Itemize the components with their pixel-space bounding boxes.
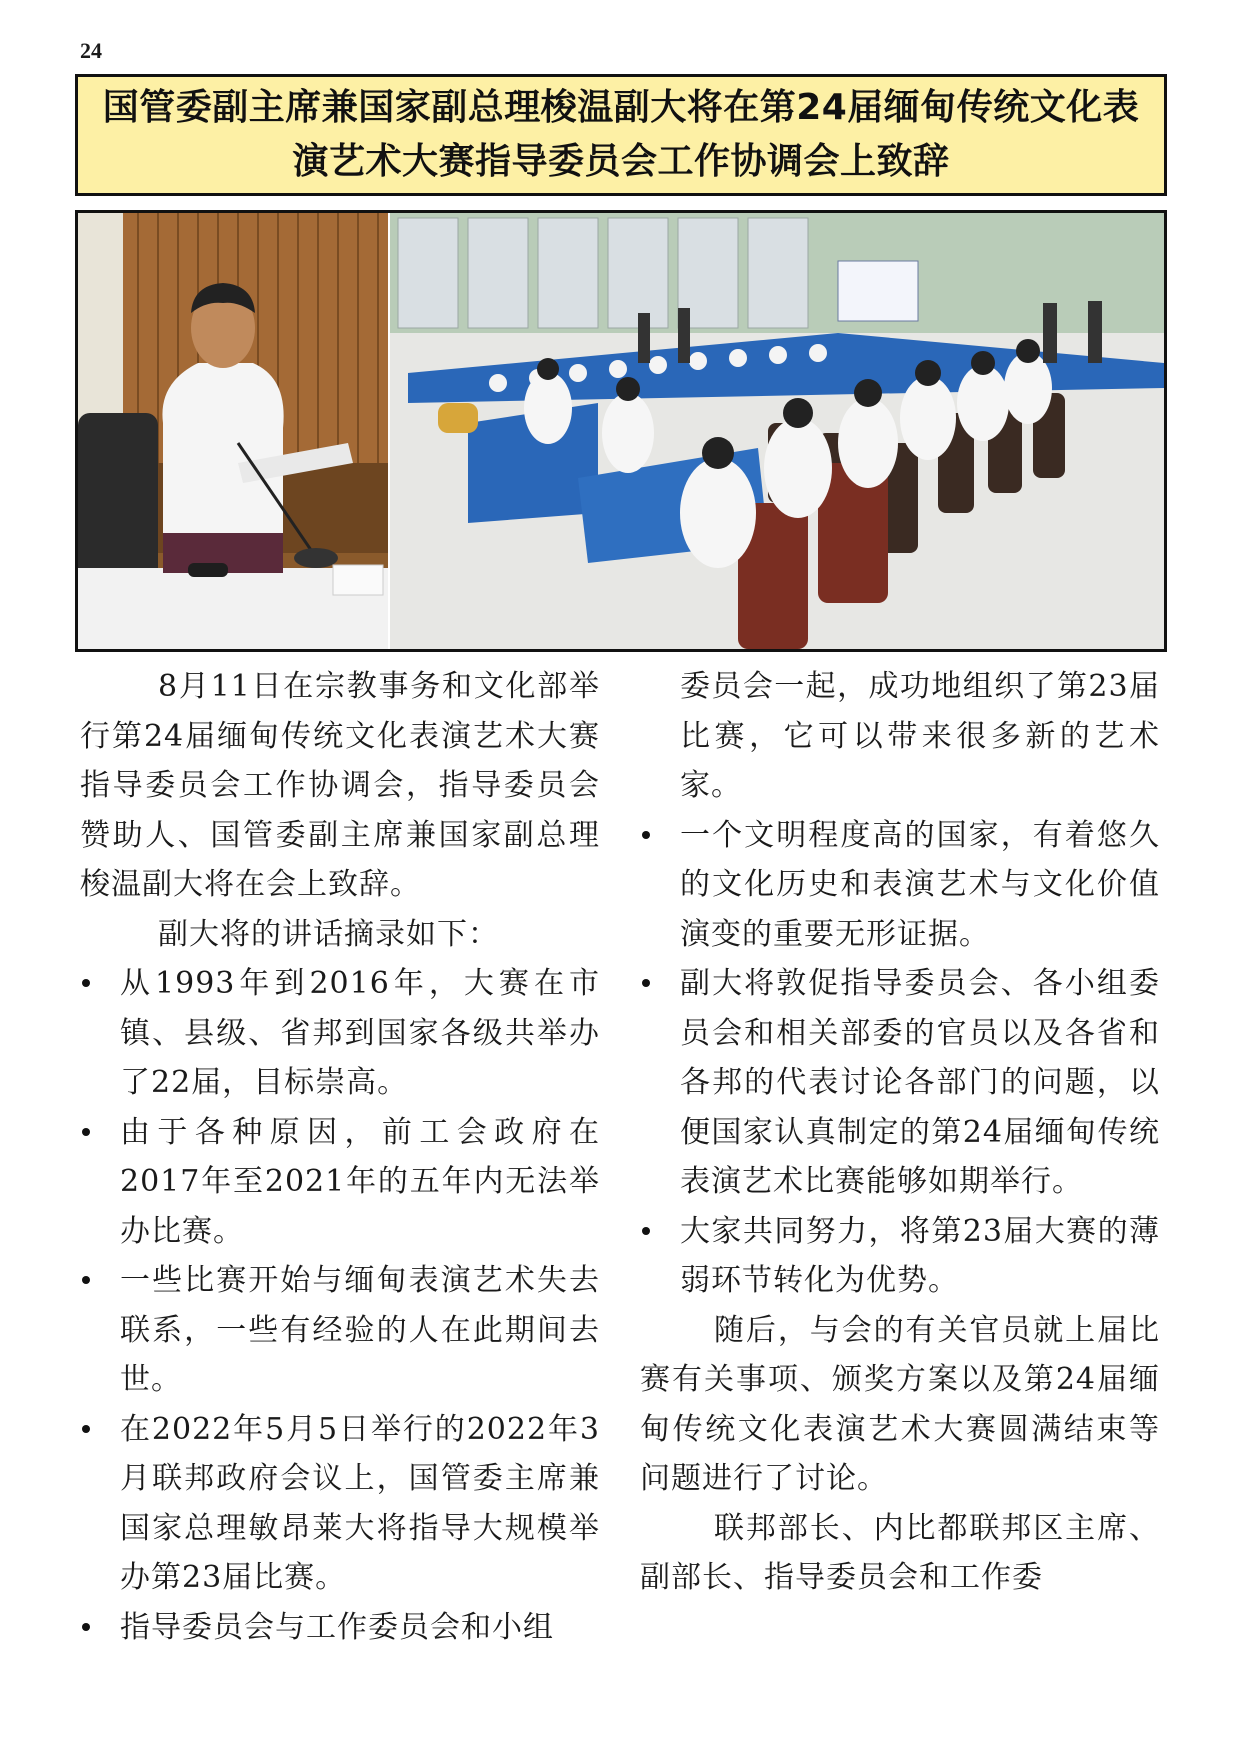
bullet-text: 副大将敦促指导委员会、各小组委员会和相关部委的官员以及各省和各邦的代表讨论各部门的问题，以便国家认真制定的第24届缅甸传统表演艺术比赛能够如期举行。 <box>680 966 1160 1199</box>
bullet-icon <box>642 831 650 839</box>
bullet-item <box>80 1108 600 1257</box>
bullet-text: 一个文明程度高的国家，有着悠久的文化历史和表演艺术与文化价值演变的重要无形证据。 <box>680 817 1160 952</box>
conference-room-photo <box>390 213 1164 649</box>
attendees-paragraph: 联邦部长、内比都联邦区主席、副部长、指导委员会和工作委 <box>640 1510 1160 1595</box>
intro-paragraph: 8月11日在宗教事务和文化部举行第24届缅甸传统文化表演艺术大赛指导委员会工作协调会，指导委员会赞助人、国管委副主席兼国家副总理梭温副大将在会上致辞。 <box>80 669 600 902</box>
bullet-icon <box>82 1128 90 1136</box>
meeting-photos <box>78 213 1164 649</box>
page-number: 24 <box>80 38 102 63</box>
discussion-paragraph: 随后，与会的有关官员就上届比赛有关事项、颁奖方案以及第24届缅甸传统文化表演艺术大赛圆满结束等问题进行了讨论。 <box>640 1312 1160 1496</box>
left-text-column <box>80 662 600 1652</box>
photo-frame <box>75 210 1167 652</box>
article-title-box <box>75 74 1167 196</box>
article-title-line-1: 国管委副主席兼国家副总理梭温副大将在第24届缅甸传统文化表 <box>102 87 1140 128</box>
bullet-item <box>640 959 1160 1207</box>
bullet-icon <box>642 979 650 987</box>
bullet-text: 由于各种原因，前工会政府在2017年至2021年的五年内无法举办比赛。 <box>120 1114 600 1249</box>
bullet-text: 大家共同努力，将第23届大赛的薄弱环节转化为优势。 <box>680 1213 1160 1298</box>
bullet-icon <box>82 1276 90 1284</box>
bullet-item <box>80 1256 600 1405</box>
bullet-item <box>80 959 600 1108</box>
bullet-item <box>80 1603 600 1653</box>
bullet-item <box>640 811 1160 960</box>
bullet-text: 在2022年5月5日举行的2022年3月联邦政府会议上，国管委主席兼国家总理敏昂莱大将指导大规模举办第23届比赛。 <box>120 1411 600 1595</box>
bullet-icon <box>82 1425 90 1433</box>
bullet-text: 指导委员会与工作委员会和小组 <box>120 1609 554 1645</box>
right-text-column <box>640 662 1160 1603</box>
article-title-line-2: 演艺术大赛指导委员会工作协调会上致辞 <box>292 141 950 182</box>
bullet-item <box>640 1207 1160 1306</box>
bullet-text: 一些比赛开始与缅甸表演艺术失去联系，一些有经验的人在此期间去世。 <box>120 1263 600 1397</box>
bullet-icon <box>82 1623 90 1631</box>
bullet-item <box>80 1405 600 1603</box>
bullet-icon <box>642 1227 650 1235</box>
speech-lead: 副大将的讲话摘录如下： <box>158 916 499 952</box>
bullet-text: 从1993年到2016年，大赛在市镇、县级、省邦到国家各级共举办了22届，目标崇高。 <box>120 966 600 1100</box>
bullet-continuation: 委员会一起，成功地组织了第23届比赛，它可以带来很多新的艺术家。 <box>680 669 1160 803</box>
bullet-icon <box>82 979 90 987</box>
speaker-photo <box>78 213 388 649</box>
